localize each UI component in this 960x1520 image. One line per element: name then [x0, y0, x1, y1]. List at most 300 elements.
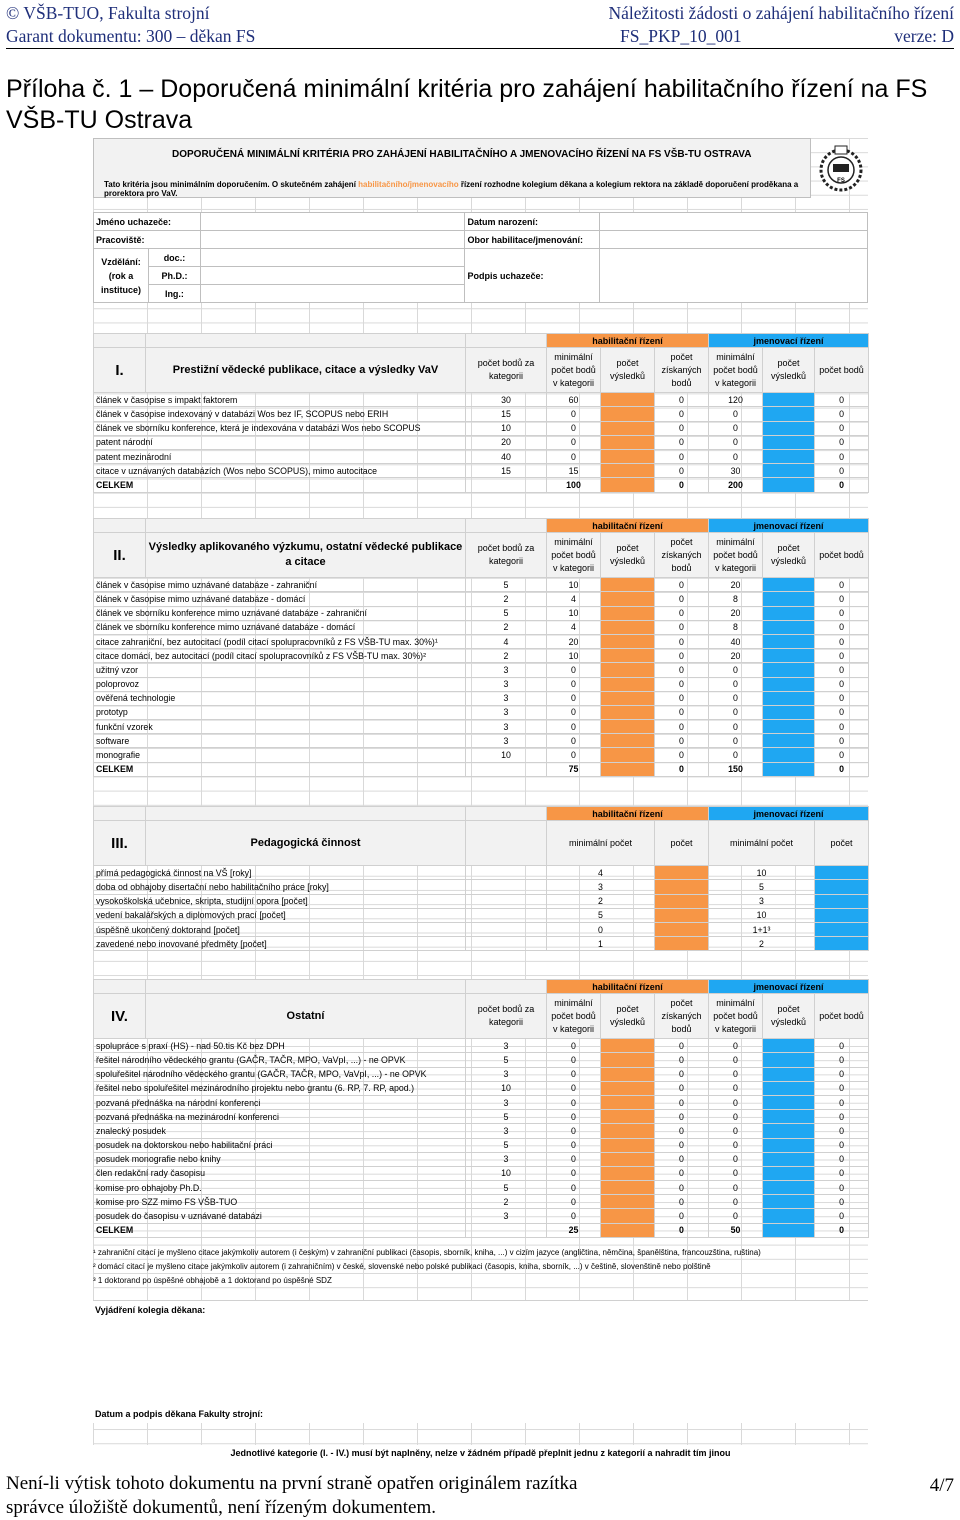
jmen-min-points: 8 — [709, 592, 763, 606]
table-row — [94, 734, 869, 748]
hab-count-header: počet — [655, 821, 709, 866]
footer-line-2: správce úložiště dokumentů, není řízeným dokumentem. — [6, 1497, 437, 1518]
col-points-per-category: počet bodů za kategorii — [466, 533, 547, 578]
hab-min-points: 0 — [547, 1124, 601, 1138]
hab-result-count[interactable] — [601, 421, 655, 435]
jmen-min-points: 8 — [709, 620, 763, 634]
jmen-total-points: 0 — [815, 1223, 869, 1237]
table-row — [94, 620, 869, 634]
workplace-field[interactable] — [200, 231, 465, 249]
points-per-category: 3 — [466, 720, 547, 734]
section-i-total-row — [94, 478, 869, 492]
points-per-category: 40 — [466, 449, 547, 463]
hab-result-count[interactable] — [601, 677, 655, 691]
points-per-category: 10 — [466, 421, 547, 435]
jmen-result-count[interactable] — [763, 1195, 815, 1209]
points-per-category: 3 — [466, 677, 547, 691]
hab-result-count[interactable] — [601, 634, 655, 648]
hab-gained-points: 0 — [655, 435, 709, 449]
hab-result-count[interactable] — [601, 649, 655, 663]
jmen-points: 0 — [815, 449, 869, 463]
hab-min-points: 15 — [547, 464, 601, 478]
hab-gained-points: 0 — [655, 748, 709, 762]
hab-count[interactable] — [655, 908, 709, 922]
hab-result-count[interactable] — [601, 1124, 655, 1138]
hab-min-points: 0 — [547, 1067, 601, 1081]
criterion-label: článek v časopise mimo uznávané databáze - zahraniční — [94, 578, 466, 592]
column-header: počet bodů — [815, 533, 869, 578]
hab-min-count: 4 — [547, 866, 655, 880]
hab-min-points: 0 — [547, 1138, 601, 1152]
criterion-label: posudek na doktorskou nebo habilitační práci — [94, 1138, 466, 1152]
criterion-label: pozvaná přednáška na mezinárodní konferenci — [94, 1110, 466, 1124]
field-field[interactable] — [600, 231, 868, 249]
table-row — [94, 1095, 869, 1109]
table-row — [94, 1039, 869, 1053]
column-header: minimální počet bodů v kategorii — [547, 533, 601, 578]
jmen-result-count[interactable] — [763, 649, 815, 663]
jmen-points: 0 — [815, 691, 869, 705]
birth-date-field[interactable] — [600, 213, 868, 231]
jmen-result-count[interactable] — [763, 634, 815, 648]
hab-gained-points: 0 — [655, 1110, 709, 1124]
points-per-category: 4 — [466, 634, 547, 648]
column-header: minimální počet bodů v kategorii — [709, 533, 763, 578]
dean-date-label: Datum a podpis děkana Fakulty strojní: — [95, 1409, 264, 1419]
hab-result-count[interactable] — [601, 663, 655, 677]
jmen-result-count[interactable] — [763, 1067, 815, 1081]
section-iii-hab-caption: habilitační řízení — [547, 807, 709, 821]
jmen-result-count[interactable] — [763, 578, 815, 592]
hab-result-count[interactable] — [601, 435, 655, 449]
jmen-result-count[interactable] — [763, 663, 815, 677]
svg-text:FS: FS — [837, 178, 845, 184]
column-header: počet získaných bodů — [655, 533, 709, 578]
section-iv-hab-caption: habilitační řízení — [547, 980, 709, 994]
jmen-result-count[interactable] — [763, 748, 815, 762]
jmen-points: 0 — [815, 606, 869, 620]
hab-result-count[interactable] — [601, 1053, 655, 1067]
criterion-label: komise pro SZZ mimo FS VŠB-TUO — [94, 1195, 466, 1209]
jmen-min-points: 0 — [709, 663, 763, 677]
hab-result-count[interactable] — [601, 1152, 655, 1166]
jmen-total-min: 200 — [709, 478, 763, 492]
column-header: počet výsledků — [601, 533, 655, 578]
section-iv-title: Ostatní — [146, 994, 466, 1039]
criteria-sheet — [93, 138, 868, 1462]
header-guarantor: Garant dokumentu: 300 – děkan FS — [6, 26, 256, 46]
sheet-heading: DOPORUČENÁ MINIMÁLNÍ KRITÉRIA PRO ZAHÁJENÍ HABILITAČNÍHO A JMENOVACÍHO ŘÍZENÍ NA FS VŠB-TU OSTRAVA — [172, 149, 752, 160]
jmen-min-points: 0 — [709, 1067, 763, 1081]
hab-count[interactable] — [655, 866, 709, 880]
hab-gained-points: 0 — [655, 449, 709, 463]
criterion-label: citace domácí, bez autocitací (podíl citací spolupracovníků z FS VŠB-TU max. 30%)² — [94, 649, 466, 663]
hab-min-points: 0 — [547, 1039, 601, 1053]
table-row — [94, 748, 869, 762]
hab-result-count[interactable] — [601, 1067, 655, 1081]
hab-total-gained: 0 — [655, 1223, 709, 1237]
hab-gained-points: 0 — [655, 1095, 709, 1109]
hab-min-count: 2 — [547, 894, 655, 908]
hab-min-points: 0 — [547, 677, 601, 691]
hab-gained-points: 0 — [655, 691, 709, 705]
section-iv-total-row — [94, 1223, 869, 1237]
footnotes — [93, 1246, 868, 1288]
section-iv-jmen-caption: jmenovací řízení — [709, 980, 869, 994]
jmen-min-count: 5 — [709, 880, 815, 894]
jmen-min-points: 0 — [709, 1095, 763, 1109]
jmen-result-count[interactable] — [763, 1166, 815, 1180]
points-per-category: 30 — [466, 393, 547, 407]
final-note: Jednotlivé kategorie (I. - IV.) musí být naplněny, nelze v žádném případě přeplnit jednu z kategorií a nahradit tím jinou — [93, 1445, 868, 1462]
criterion-label: užitný vzor — [94, 663, 466, 677]
table-row — [94, 1195, 869, 1209]
table-row — [94, 1152, 869, 1166]
jmen-count[interactable] — [815, 894, 869, 908]
hab-result-count[interactable] — [601, 393, 655, 407]
jmen-min-points: 0 — [709, 1138, 763, 1152]
table-row — [94, 592, 869, 606]
applicant-name-label: Jméno uchazeče: — [94, 213, 201, 231]
jmen-result-count[interactable] — [763, 421, 815, 435]
hab-count[interactable] — [655, 937, 709, 951]
table-row — [94, 908, 869, 922]
points-per-category: 3 — [466, 1067, 547, 1081]
jmen-result-count[interactable] — [763, 393, 815, 407]
hab-count[interactable] — [655, 922, 709, 936]
hab-result-count[interactable] — [601, 606, 655, 620]
criterion-label: poloprovoz — [94, 677, 466, 691]
hab-gained-points: 0 — [655, 663, 709, 677]
jmen-count[interactable] — [815, 922, 869, 936]
hab-result-count[interactable] — [601, 449, 655, 463]
jmen-points: 0 — [815, 1039, 869, 1053]
hab-min-points: 0 — [547, 1166, 601, 1180]
jmen-points: 0 — [815, 578, 869, 592]
hab-gained-points: 0 — [655, 1053, 709, 1067]
jmen-count-header: počet — [815, 821, 869, 866]
table-row — [94, 1081, 869, 1095]
sheet-note: Tato kritéria jsou minimálním doporučením. O skutečném zahájení habilitačního/jmenovacího řízení rozhodne kolegium děkana a kolegium rektora na základě doporučení proděkana a prorektora pro VaV. — [104, 180, 799, 198]
section-iii-jmen-caption: jmenovací řízení — [709, 807, 869, 821]
footnote-2: ² domácí citací je myšleno citace jakýmkoliv autorem (i zahraničním) v české, slovenské nebo polské publikaci (časopis, kniha, sborník, ...) v češtině, slovenštině nebo polštině — [93, 1262, 711, 1271]
jmen-result-count[interactable] — [763, 1095, 815, 1109]
column-header: minimální počet bodů v kategorii — [547, 994, 601, 1039]
hab-result-count[interactable] — [601, 464, 655, 478]
criterion-label: posudek monografie nebo knihy — [94, 1152, 466, 1166]
jmen-points: 0 — [815, 677, 869, 691]
column-header: počet výsledků — [763, 533, 815, 578]
table-row — [94, 1181, 869, 1195]
hab-result-count[interactable] — [601, 1166, 655, 1180]
section-ii-hab-caption: habilitační řízení — [547, 519, 709, 533]
criterion-label: funkční vzorek — [94, 720, 466, 734]
dean-opinion-box[interactable] — [93, 1300, 868, 1423]
points-per-category: 3 — [466, 1095, 547, 1109]
jmen-result-count[interactable] — [763, 1081, 815, 1095]
education-label: Vzdělání: (rok a instituce) — [94, 249, 149, 303]
jmen-result-count[interactable] — [763, 720, 815, 734]
hab-result-count[interactable] — [601, 1195, 655, 1209]
jmen-result-count[interactable] — [763, 1053, 815, 1067]
hab-result-count[interactable] — [601, 1095, 655, 1109]
table-row — [94, 421, 869, 435]
hab-gained-points: 0 — [655, 592, 709, 606]
jmen-min-count-header: minimální počet — [709, 821, 815, 866]
section-i-hab-caption: habilitační řízení — [547, 334, 709, 348]
column-header: počet získaných bodů — [655, 348, 709, 393]
points-per-category: 3 — [466, 1152, 547, 1166]
hab-gained-points: 0 — [655, 1209, 709, 1223]
hab-gained-points: 0 — [655, 578, 709, 592]
hab-count[interactable] — [655, 880, 709, 894]
jmen-count[interactable] — [815, 908, 869, 922]
criterion-label: článek ve sborníku konference, která je indexována v databázi Wos nebo SCOPUS — [94, 421, 466, 435]
sheet-heading-bar — [93, 138, 811, 198]
hab-min-count-header: minimální počet — [547, 821, 655, 866]
jmen-min-points: 0 — [709, 705, 763, 719]
points-per-category: 5 — [466, 606, 547, 620]
column-header: počet získaných bodů — [655, 994, 709, 1039]
criterion-label: úspěšně ukončený doktorand [počet] — [94, 922, 466, 936]
footnote-3: ³ 1 doktorand po úspěšné obhajobě a 1 doktorand po úspěšné SDZ — [93, 1276, 332, 1285]
jmen-min-points: 20 — [709, 578, 763, 592]
hab-result-count[interactable] — [601, 1039, 655, 1053]
column-header: minimální počet bodů v kategorii — [709, 348, 763, 393]
jmen-result-count[interactable] — [763, 1209, 815, 1223]
jmen-min-count: 10 — [709, 908, 815, 922]
hab-result-count[interactable] — [601, 720, 655, 734]
hab-total-min: 75 — [547, 762, 601, 776]
jmen-count[interactable] — [815, 880, 869, 894]
phd-field[interactable] — [200, 267, 465, 285]
hab-result-count[interactable] — [601, 1209, 655, 1223]
col-points-per-category: počet bodů za kategorii — [466, 994, 547, 1039]
points-per-category: 5 — [466, 1110, 547, 1124]
total-label: CELKEM — [94, 478, 466, 492]
page-number: 4/7 — [929, 1475, 954, 1496]
points-per-category: 2 — [466, 592, 547, 606]
hab-result-count[interactable] — [601, 1081, 655, 1095]
jmen-min-points: 0 — [709, 1209, 763, 1223]
points-per-category: 15 — [466, 407, 547, 421]
hab-min-points: 0 — [547, 1181, 601, 1195]
jmen-result-count[interactable] — [763, 1110, 815, 1124]
column-header: počet výsledků — [763, 994, 815, 1039]
jmen-min-points: 0 — [709, 677, 763, 691]
jmen-result-count[interactable] — [763, 1152, 815, 1166]
table-row — [94, 691, 869, 705]
jmen-result-count[interactable] — [763, 464, 815, 478]
jmen-result-count[interactable] — [763, 407, 815, 421]
points-per-category: 5 — [466, 578, 547, 592]
hab-gained-points: 0 — [655, 421, 709, 435]
doc-field[interactable] — [200, 249, 465, 267]
hab-result-count[interactable] — [601, 1181, 655, 1195]
total-label: CELKEM — [94, 762, 466, 776]
faculty-logo — [815, 138, 867, 198]
hab-gained-points: 0 — [655, 720, 709, 734]
col-points-per-category: počet bodů za kategorii — [466, 348, 547, 393]
section-iv-roman: IV. — [94, 994, 146, 1039]
jmen-points: 0 — [815, 1124, 869, 1138]
jmen-min-points: 0 — [709, 1181, 763, 1195]
section-i-roman: I. — [94, 348, 146, 393]
jmen-count[interactable] — [815, 866, 869, 880]
hab-result-count[interactable] — [601, 1110, 655, 1124]
jmen-points: 0 — [815, 1195, 869, 1209]
jmen-result-count[interactable] — [763, 449, 815, 463]
hab-gained-points: 0 — [655, 1138, 709, 1152]
jmen-points: 0 — [815, 1053, 869, 1067]
criterion-label: komise pro obhajoby Ph.D. — [94, 1181, 466, 1195]
hab-result-count[interactable] — [601, 734, 655, 748]
table-row — [94, 1166, 869, 1180]
section-iii-table — [93, 806, 869, 951]
section-ii-title: Výsledky aplikovaného výzkumu, ostatní vědecké publikace a citace — [146, 533, 466, 578]
criterion-label: citace zahraniční, bez autocitací (podíl citací spolupracovníků z FS VŠB-TU max. 30%)¹ — [94, 634, 466, 648]
signature-label: Podpis uchazeče: — [465, 249, 600, 303]
points-per-category: 20 — [466, 435, 547, 449]
jmen-result-count[interactable] — [763, 677, 815, 691]
jmen-points: 0 — [815, 1166, 869, 1180]
table-row — [94, 880, 869, 894]
jmen-result-count[interactable] — [763, 1181, 815, 1195]
jmen-total-min: 50 — [709, 1223, 763, 1237]
criterion-label: patent národní — [94, 435, 466, 449]
hab-gained-points: 0 — [655, 649, 709, 663]
table-row — [94, 606, 869, 620]
jmen-min-points: 0 — [709, 449, 763, 463]
hab-gained-points: 0 — [655, 705, 709, 719]
jmen-points: 0 — [815, 1081, 869, 1095]
signature-field[interactable] — [600, 249, 868, 303]
points-per-category: 10 — [466, 1166, 547, 1180]
jmen-min-points: 0 — [709, 691, 763, 705]
jmen-result-count[interactable] — [763, 1138, 815, 1152]
hab-total-min: 25 — [547, 1223, 601, 1237]
criterion-label: přímá pedagogická činnost na VŠ [roky] — [94, 866, 466, 880]
jmen-points: 0 — [815, 407, 869, 421]
section-ii-table — [93, 518, 869, 777]
criterion-label: spoluřešitel národního vědeckého grantu (GAČR, TAČR, MPO, VaVpI, ...) - ne OPVK — [94, 1067, 466, 1081]
hab-result-count[interactable] — [601, 592, 655, 606]
jmen-min-points: 0 — [709, 1081, 763, 1095]
jmen-result-count[interactable] — [763, 1039, 815, 1053]
hab-result-count[interactable] — [601, 705, 655, 719]
jmen-result-count[interactable] — [763, 734, 815, 748]
jmen-result-count[interactable] — [763, 620, 815, 634]
table-row — [94, 1110, 869, 1124]
points-per-category: 2 — [466, 620, 547, 634]
hab-result-count[interactable] — [601, 578, 655, 592]
criterion-label: posudek do časopisu v uznávané databázi — [94, 1209, 466, 1223]
points-per-category: 3 — [466, 705, 547, 719]
hab-gained-points: 0 — [655, 677, 709, 691]
section-i-jmen-caption: jmenovací řízení — [709, 334, 869, 348]
criterion-label: citace v uznávaných databázích (Wos nebo SCOPUS), mimo autocitace — [94, 464, 466, 478]
jmen-points: 0 — [815, 393, 869, 407]
criterion-label: řešitel nebo spoluřešitel mezinárodního projektu nebo grantu (6. RP, 7. RP, apod.) — [94, 1081, 466, 1095]
jmen-count[interactable] — [815, 937, 869, 951]
ing-label: Ing.: — [148, 285, 200, 303]
section-ii-roman: II. — [94, 533, 146, 578]
criterion-label: článek v časopise indexovaný v databázi Wos bez IF, SCOPUS nebo ERIH — [94, 407, 466, 421]
hab-min-points: 0 — [547, 1081, 601, 1095]
jmen-result-count[interactable] — [763, 705, 815, 719]
table-row — [94, 720, 869, 734]
hab-min-points: 4 — [547, 620, 601, 634]
criterion-label: článek ve sborníku konference mimo uznávané databáze - domácí — [94, 620, 466, 634]
points-per-category: 5 — [466, 1181, 547, 1195]
jmen-min-points: 0 — [709, 421, 763, 435]
jmen-result-count[interactable] — [763, 691, 815, 705]
jmen-result-count[interactable] — [763, 1124, 815, 1138]
section-i-table — [93, 333, 869, 493]
jmen-min-points: 40 — [709, 634, 763, 648]
hab-result-count[interactable] — [601, 407, 655, 421]
jmen-points: 0 — [815, 464, 869, 478]
hab-min-points: 0 — [547, 421, 601, 435]
ing-field[interactable] — [200, 285, 465, 303]
jmen-min-points: 20 — [709, 606, 763, 620]
hab-min-points: 0 — [547, 1095, 601, 1109]
hab-gained-points: 0 — [655, 1152, 709, 1166]
points-per-category: 3 — [466, 1124, 547, 1138]
table-row — [94, 1067, 869, 1081]
hab-result-count[interactable] — [601, 691, 655, 705]
header-doc-title: Náležitosti žádosti o zahájení habilitačního řízení — [608, 3, 954, 23]
table-row — [94, 464, 869, 478]
jmen-min-points: 0 — [709, 1110, 763, 1124]
table-row — [94, 922, 869, 936]
field-label: Obor habilitace/jmenování: — [465, 231, 600, 249]
hab-min-count: 5 — [547, 908, 655, 922]
table-row — [94, 866, 869, 880]
jmen-result-count[interactable] — [763, 606, 815, 620]
hab-gained-points: 0 — [655, 393, 709, 407]
table-row — [94, 435, 869, 449]
hab-gained-points: 0 — [655, 1067, 709, 1081]
table-row — [94, 1138, 869, 1152]
hab-min-points: 0 — [547, 663, 601, 677]
hab-result-count[interactable] — [601, 1138, 655, 1152]
criterion-label: spolupráce s praxí (HS) - nad 50.tis Kč bez DPH — [94, 1039, 466, 1053]
table-row — [94, 649, 869, 663]
table-row — [94, 1053, 869, 1067]
jmen-points: 0 — [815, 663, 869, 677]
hab-gained-points: 0 — [655, 1166, 709, 1180]
hab-result-count[interactable] — [601, 620, 655, 634]
table-row — [94, 1209, 869, 1223]
jmen-points: 0 — [815, 720, 869, 734]
jmen-min-points: 0 — [709, 1166, 763, 1180]
jmen-result-count[interactable] — [763, 435, 815, 449]
points-per-category: 5 — [466, 1053, 547, 1067]
points-per-category: 10 — [466, 748, 547, 762]
hab-count[interactable] — [655, 894, 709, 908]
jmen-result-count[interactable] — [763, 592, 815, 606]
applicant-name-field[interactable] — [200, 213, 465, 231]
jmen-points: 0 — [815, 592, 869, 606]
workplace-label: Pracoviště: — [94, 231, 201, 249]
page-header — [6, 2, 954, 48]
jmen-min-points: 0 — [709, 748, 763, 762]
column-header: počet výsledků — [763, 348, 815, 393]
column-header: počet výsledků — [601, 348, 655, 393]
criterion-label: monografie — [94, 748, 466, 762]
hab-result-count[interactable] — [601, 748, 655, 762]
